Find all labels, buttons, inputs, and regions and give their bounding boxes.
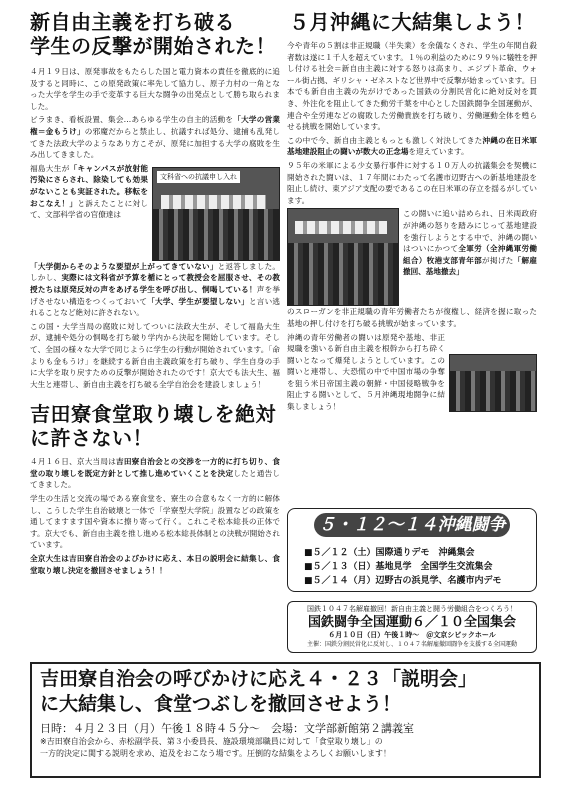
left-headline <box>30 10 280 58</box>
article1-p2c: の邪魔だからと禁止し、抗議すれば処分、逮捕も乱発してきた法政大学のようなあり方こそが、原発に加担する大学の腐敗を生み出してきました。 <box>30 126 281 160</box>
right-p4c: が掲げた <box>482 255 514 265</box>
right-p5: 沖縄の青年労働者の闘いは原発や基地、非正規職を強いる新自由主義を根幹から打ち砕く闘いとなって爆発しようとしています。この闘いと連帯し、大恐慌の中で中国市場の争奪を狙う米日帝国主義の朝鮮・中国侵略戦争を阻止する闘いとして、５月沖縄現地闘争に結集しましょう！ <box>287 332 445 412</box>
article1-p3f: 実際には文科省が予算を楯にとって教授会を屈服させ、その教授たちは原発反対の声をあげる学生を呼び出し、恫喝している！ <box>30 273 280 294</box>
article2-p1c: したと通告してきました。 <box>30 468 281 490</box>
right-p2b: 沖縄の在日米軍基地建設阻止の闘いが数大の正念場 <box>287 135 538 157</box>
article2-p3-bold: 全京大生は吉田寮自治会のよびかけに応え、本日の説明会に結集し、食堂取り壊し決定を撤回させましょう！！ <box>30 554 280 575</box>
article2-p1 <box>30 456 280 491</box>
protest-photo <box>152 167 280 261</box>
article1-p1: ４月１９日は、原発事故をもたらした国と電力資本の責任を徹底的に追及すると同時に、この原発政策に率先して協力し、原子力村の一角となった大学を学生の手で変革する巨大な闘争の出発点として勝ち取られました。 <box>30 67 280 111</box>
right-p1: 今や青年の５割は非正規職（半失業）を余儀なくされ、学生の年間自殺者数は遂に１千人を超えています。１％の利益のために９９％に犠牲を押し付ける社会＝新自由主義に対する怒りは高まり、エジプト革命、ウォール街占拠、ギリシャ・ゼネストなど世界中で反撃が始まっています。日本でも新自由主義の先がけであった国鉄の分割民営化に絶対反対を貫き、外注化を阻止してきた動労千葉を中心とした国鉄闘争全国運動が、連合や全労連などの腐敗した労働貴族を打ち破り、労働運動全体を甦らせる挑戦を開始しています。 <box>287 41 537 132</box>
article1-p3c: と訴えたことに対して、文部科学省の官僚達は <box>30 198 149 220</box>
okinawa-rally-photo-banner <box>295 221 387 234</box>
article2-p1b: 吉田寮自治会との交渉を一方的に打ち切り、食堂の取り壊しを既定方針として推し進めていくことを決定 <box>30 457 280 478</box>
article1-p3g: 声を挙げさせない構造をつくっておいて <box>30 284 280 306</box>
demo-photo <box>449 354 537 412</box>
meeting-note-1: ※吉田寮自治会から、赤松副学長、第３小委員長、施設環境部職員に対して「食堂取り壊し」の <box>40 737 383 746</box>
right-p4d: 「解雇撤回、基地撤去」 <box>403 255 538 277</box>
left-column <box>30 10 280 578</box>
okinawa-rally-photo <box>287 208 399 306</box>
meeting-date-venue: 日時：４月２３日（月）午後１８時４５分〜 会場：文学部新館第２講義室 <box>40 722 414 735</box>
right-p2a: この中で今、新自由主義ともっとも激しく対決してきた <box>287 135 483 145</box>
meeting-headline-1: 吉田寮自治会の呼びかけに応え４・２３「説明会」 <box>40 668 478 690</box>
right-column <box>287 10 537 415</box>
article1-p3a: 福島大生が <box>30 163 70 173</box>
kokutetsu-organizer: 主催：国鉄分割民営化に反対し、１０４７名解雇撤回闘争を支援する全国運動 <box>306 641 517 648</box>
article1-p3h: 「大学、学生が要望しない」 <box>147 296 249 306</box>
okinawa-event-title: ５・１２〜１４沖縄闘争 <box>314 513 510 537</box>
meeting-note-2: 一方的決定に関する説明を求め、追及をおこなう場です。圧倒的な結集をよろしくお願いします！ <box>40 749 392 758</box>
article1-p4: この国・大学当局の腐敗に対してついに法政大生が、そして福島大生が、逮捕や処分の恫喝を打ち破り学内から決起を開始しています。そして、全国の様々な大学で同じように学生の行動が開始されています。「命よりも金もうけ」を継続する新自由主義政策を打ち破り、学生自身の手に大学を取り戻すための反撃が開始されたのです！京大でも法大生、福大生と連帯し、新自由主義を打ち破る全学自治会を建設しましょう！ <box>30 321 280 389</box>
demo-photo-crowd <box>450 371 536 410</box>
left-headline2 <box>30 402 280 450</box>
kokutetsu-datetime: ６月１０日（日）午後１時〜 ＠文京シビックホール <box>328 631 496 639</box>
right-p2c: を迎えています。 <box>408 147 469 157</box>
article1-p3e: と返答しました。しかし、 <box>30 261 281 283</box>
article1-p2a: ビラまき、看板設置、集会…あらゆる学生の自主的活動を <box>30 115 234 125</box>
kokutetsu-title: 国鉄闘争全国運動６／１０全国集会 <box>307 615 516 630</box>
okinawa-event-3: ■５／１４（月）辺野古の浜見学、名護市内デモ <box>304 576 502 586</box>
protest-photo-caption: 文科省への抗議申し入れ <box>157 171 240 183</box>
left-headline-line2: 学生の反撃が開始された！ <box>30 34 276 58</box>
right-p4-cont: のスローガンを非正規職の青年労働者たちが復権し、経済を握に取った基地の押し付けを打ち破る挑戦が始まっています。 <box>287 307 537 328</box>
article1-p3-start <box>30 163 148 221</box>
okinawa-event-1: ■５／１２（土）国際通りデモ 沖縄集会 <box>304 548 475 558</box>
right-p3: ９５年の米軍による少女暴行事件に対する１０万人の抗議集会を契機に開始された闘いは、１７年間にわたって名護市辺野古への新基地建設を阻止し続け、東アジア支配の要であるこの在日米軍の存立を揺るがしています。 <box>287 160 537 205</box>
article1-p3-cont <box>30 261 280 319</box>
article2-p3 <box>30 553 280 576</box>
meeting-headline-2: に大結集し、食堂つぶしを撤回させよう！ <box>40 693 402 715</box>
article1-p3i: と言い逃れることなど絶対に許されない。 <box>30 296 281 318</box>
okinawa-event-box <box>287 508 537 592</box>
right-p4-start <box>403 208 537 304</box>
article2-p2: 学生の生活と交流の場である寮食堂を、寮生の合意もなく一方的に解体し、こうした学生自治破壊と一体で「学寮型大学院」設置などの政策を通してますます国や資本に擦り寄って行く。これこそ松本総長の正体です。京大でも、新自由主義を推し進める松本総長体制との決戦が開始されています。 <box>30 494 280 550</box>
left-headline-line1: 新自由主義を打ち破る <box>30 10 235 34</box>
right-p4b: 全軍労（全沖縄軍労働組合）牧港支部青年部 <box>403 244 538 265</box>
explanation-meeting-box <box>30 662 541 778</box>
right-p4a: この闘いに追い詰められ、日米両政府が沖縄の怒りを踏みにじって基地建設を強行しようとする中で、沖縄の闘いはついにかつて <box>403 209 537 254</box>
kokutetsu-rally-box <box>287 601 537 653</box>
left-headline2-line1: 吉田寮食堂取り壊しを絶対 <box>30 402 276 427</box>
left-headline2-line2: に許さない！ <box>30 426 153 451</box>
article1-p2 <box>30 114 280 160</box>
kokutetsu-slogan: 国鉄１０４７名解雇撤回！新自由主義と闘う労働組合をつくろう！ <box>307 605 517 613</box>
right-headline: ５月沖縄に大結集しよう！ <box>289 10 535 34</box>
right-p2 <box>287 135 537 158</box>
protest-photo-crowd <box>153 209 279 260</box>
article1-p2b: 「大学の営業権＝金もうけ」 <box>30 115 281 136</box>
okinawa-rally-photo-crowd <box>288 243 398 305</box>
okinawa-event-2: ■５／１３（日）基地見学 全国学生交流集会 <box>304 562 493 572</box>
article1-p3b: 「キャンパスが放射能汚染にさらされ、除染しても効果がないことも実証された。移転をおこなえ！」 <box>30 163 149 208</box>
article1-p3d: 「大学側からそのような要望が上がってきていない」 <box>30 261 218 271</box>
article2-p1a: ４月１６日、京大当局は <box>30 457 117 467</box>
